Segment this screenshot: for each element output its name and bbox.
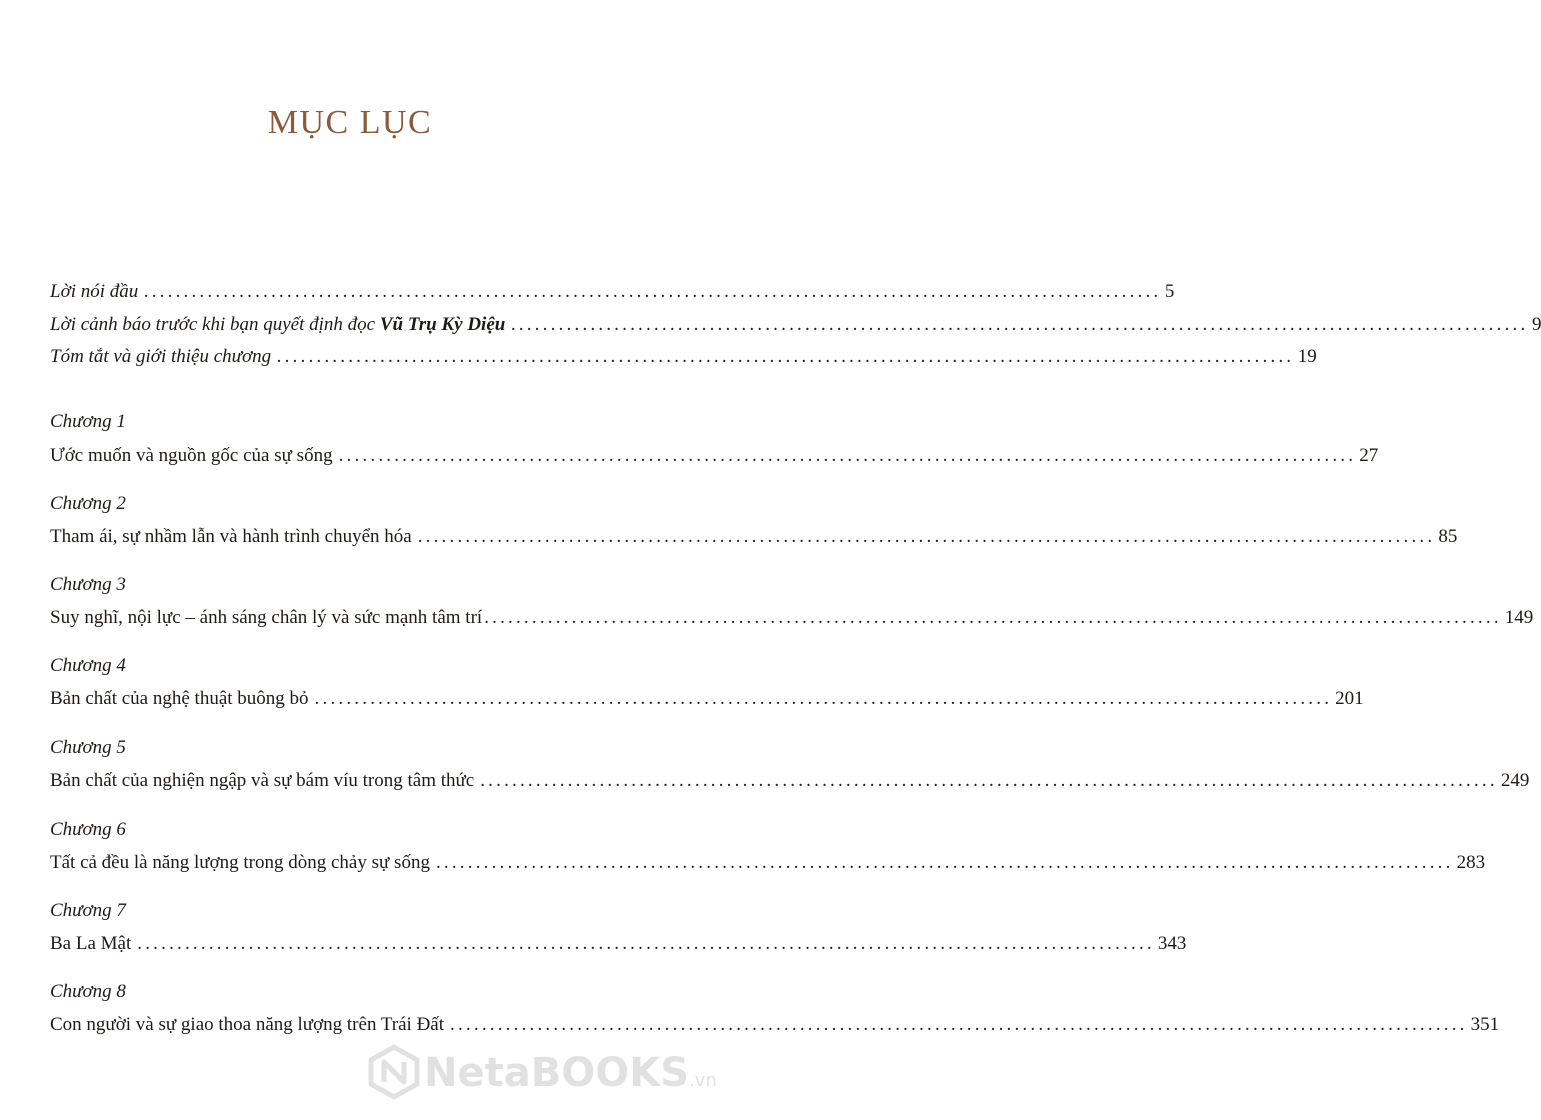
leader-dots	[339, 444, 1357, 468]
leader-dots	[511, 313, 1529, 337]
toc-entry-chapter-8[interactable]	[50, 1013, 1500, 1037]
netabooks-watermark	[366, 1040, 717, 1112]
leader-dots	[484, 606, 1502, 630]
leader-dots	[144, 280, 1162, 304]
toc-entry-label-pre: Lời cảnh báo trước khi bạn quyết định đọc	[50, 314, 380, 335]
toc-page-number: 201	[1335, 688, 1364, 709]
chapter-heading: Chương 3	[50, 574, 126, 595]
book-title: Vũ Trụ Kỳ Diệu	[379, 314, 506, 335]
toc-page-number: 149	[1504, 607, 1534, 628]
toc-page-number: 249	[1500, 770, 1530, 791]
toc-entry-chapter-5[interactable]	[50, 769, 1530, 793]
leader-dots	[315, 687, 1333, 711]
watermark-suffix: .vn	[689, 1070, 717, 1091]
toc-entry-chapter-3[interactable]	[50, 606, 1534, 630]
toc-entry-warning[interactable]	[50, 313, 1541, 337]
leader-dots	[450, 1013, 1468, 1037]
toc-entry-label: Bản chất của nghiện ngập và sự bám víu trong tâm thức	[50, 770, 475, 791]
leader-dots	[137, 932, 1155, 956]
toc-entry-label: Ước muốn và nguồn gốc của sự sống	[50, 445, 333, 466]
watermark-text	[424, 1050, 717, 1096]
leader-dots	[480, 769, 1498, 793]
chapter-heading: Chương 6	[50, 819, 126, 840]
watermark-brand: NetaBOOKS	[424, 1050, 690, 1096]
toc-entry-chapter-7[interactable]	[50, 932, 1187, 956]
toc-entry-label: Suy nghĩ, nội lực – ánh sáng chân lý và sức mạnh tâm trí	[50, 607, 483, 628]
neta-logo-icon	[366, 1044, 422, 1100]
toc-page-number: 283	[1456, 852, 1486, 873]
toc-entry-label: Ba La Mật	[50, 933, 132, 954]
toc-page-number: 27	[1359, 445, 1379, 466]
toc-page-number: 9	[1531, 314, 1541, 335]
toc-page-number: 85	[1438, 526, 1458, 547]
toc-entry-chapter-2[interactable]	[50, 525, 1458, 549]
toc-entry-label: Con người và sự giao thoa năng lượng trên Trái Đất	[50, 1014, 445, 1035]
toc-entry-summary[interactable]	[50, 345, 1317, 369]
toc-page-number: 5	[1164, 281, 1175, 302]
toc-page-number: 351	[1470, 1014, 1500, 1035]
toc-page-number: 19	[1297, 346, 1317, 367]
chapter-heading: Chương 5	[50, 737, 126, 758]
toc-entry-chapter-4[interactable]	[50, 687, 1364, 711]
toc-entry-label: Lời nói đầu	[50, 281, 139, 302]
toc-entry-foreword[interactable]	[50, 280, 1175, 304]
chapter-heading: Chương 2	[50, 493, 126, 514]
chapter-heading: Chương 4	[50, 655, 126, 676]
leader-dots	[436, 851, 1454, 875]
chapter-heading: Chương 8	[50, 981, 126, 1002]
chapter-heading: Chương 1	[50, 411, 126, 432]
toc-page-number: 343	[1157, 933, 1187, 954]
chapter-heading: Chương 7	[50, 900, 126, 921]
toc-entry-chapter-6[interactable]	[50, 851, 1486, 875]
leader-dots	[277, 345, 1295, 369]
toc-entry-label: Bản chất của nghệ thuật buông bỏ	[50, 688, 309, 709]
toc-entry-label: Tất cả đều là năng lượng trong dòng chảy sự sống	[50, 852, 430, 873]
leader-dots	[418, 525, 1436, 549]
toc-entry-label: Tham ái, sự nhầm lẫn và hành trình chuyển hóa	[50, 526, 412, 547]
page-title: MỤC LỤC	[267, 104, 433, 141]
toc-entry-label: Tóm tắt và giới thiệu chương	[50, 346, 272, 367]
toc-entry-label	[50, 313, 505, 337]
toc-entry-chapter-1[interactable]	[50, 444, 1379, 468]
